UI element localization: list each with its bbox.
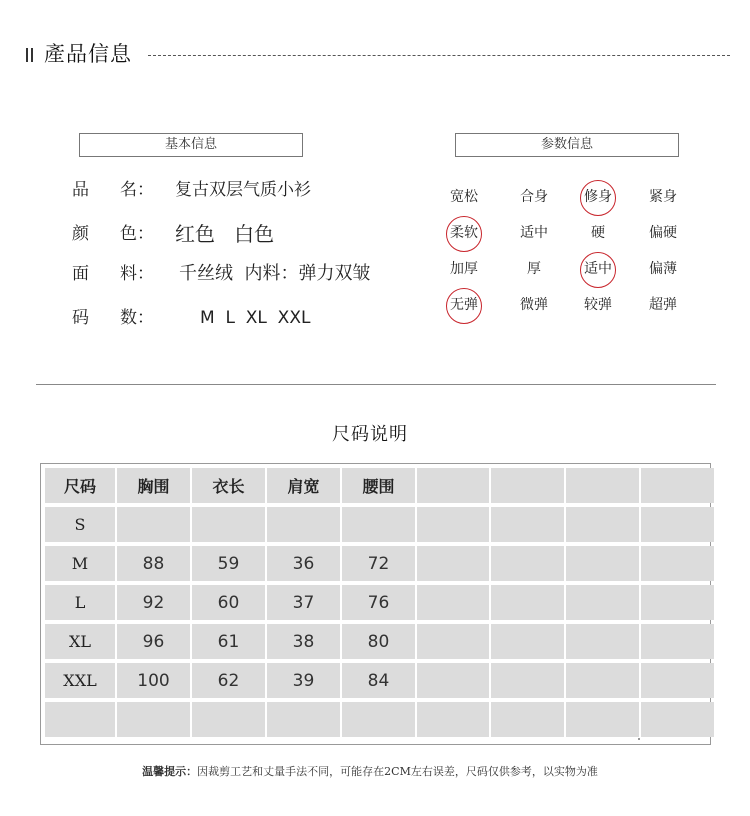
table-header-cell [641, 468, 714, 503]
size-chart-title: 尺码说明 [332, 424, 408, 445]
info-value: 千丝绒 内料：弹力双皱 [179, 263, 371, 284]
table-cell [417, 585, 489, 620]
basic-info-title: 基本信息 [79, 133, 303, 157]
table-cell [417, 507, 489, 542]
table-cell: 84 [342, 663, 415, 698]
table-cell: 92 [117, 585, 190, 620]
table-header-cell: 胸围 [117, 468, 190, 503]
table-cell: 60 [192, 585, 265, 620]
table-cell: 88 [117, 546, 190, 581]
table-cell: 72 [342, 546, 415, 581]
table-cell [342, 702, 415, 737]
info-key-1: 颜 [72, 224, 89, 244]
info-value: 红色 白色 [175, 222, 275, 246]
param-option: 适中 [578, 251, 618, 287]
param-option: 适中 [520, 225, 548, 241]
table-cell [342, 507, 415, 542]
info-key-1: 码 [72, 308, 89, 328]
table-cell: 38 [267, 624, 340, 659]
table-cell: XL [45, 624, 115, 659]
table-cell [491, 702, 564, 737]
param-option: 修身 [578, 179, 618, 215]
table-cell: S [45, 507, 115, 542]
table-cell [117, 507, 190, 542]
table-cell [491, 507, 564, 542]
table-cell: 100 [117, 663, 190, 698]
param-grid [440, 180, 700, 320]
param-option: 紧身 [649, 189, 677, 205]
table-cell [45, 702, 115, 737]
table-header-cell: 腰围 [342, 468, 415, 503]
info-key-1: 品 [72, 180, 89, 200]
table-cell [641, 624, 714, 659]
table-header-cell [566, 468, 639, 503]
table-cell [192, 702, 265, 737]
table-cell [417, 546, 489, 581]
table-cell [641, 585, 714, 620]
info-key-2: 名： [120, 180, 154, 200]
param-option: 较弹 [584, 297, 612, 313]
table-cell: 62 [192, 663, 265, 698]
table-cell [566, 702, 639, 737]
footnote [0, 763, 740, 779]
table-cell [491, 585, 564, 620]
table-cell [566, 546, 639, 581]
footnote-text: 因裁剪工艺和丈量手法不同，可能存在2CM左右误差，尺码仅供参考，以实物为准 [197, 765, 598, 778]
table-cell: 61 [192, 624, 265, 659]
section-divider [36, 384, 716, 385]
header-bar-icon [26, 48, 36, 62]
table-cell: 76 [342, 585, 415, 620]
param-option: 合身 [520, 189, 548, 205]
footnote-label: 温馨提示： [142, 765, 198, 778]
param-option: 无弹 [444, 287, 484, 323]
table-cell [566, 507, 639, 542]
table-cell [641, 702, 714, 737]
header-dashed-divider [148, 55, 730, 56]
param-option: 偏薄 [649, 261, 677, 277]
corner-dot [638, 738, 640, 740]
param-option: 硬 [591, 225, 605, 241]
table-header-cell: 肩宽 [267, 468, 340, 503]
table-header-cell [417, 468, 489, 503]
table-cell [491, 546, 564, 581]
table-cell [417, 702, 489, 737]
table-cell [641, 507, 714, 542]
table-header-cell: 衣长 [192, 468, 265, 503]
table-cell [566, 624, 639, 659]
table-cell [417, 663, 489, 698]
size-table [40, 463, 711, 745]
table-cell [641, 663, 714, 698]
param-option: 加厚 [450, 261, 478, 277]
param-option: 微弹 [520, 297, 548, 313]
table-cell: 96 [117, 624, 190, 659]
table-cell [267, 702, 340, 737]
info-key-1: 面 [72, 264, 89, 284]
table-cell: XXL [45, 663, 115, 698]
param-option: 厚 [527, 261, 541, 277]
table-cell [491, 624, 564, 659]
table-cell: 37 [267, 585, 340, 620]
info-key-2: 色： [120, 224, 154, 244]
param-option: 偏硬 [649, 225, 677, 241]
param-option: 柔软 [444, 215, 484, 251]
param-option: 超弹 [649, 297, 677, 313]
table-cell: L [45, 585, 115, 620]
table-cell [566, 663, 639, 698]
info-key-2: 料： [120, 264, 154, 284]
table-cell: 80 [342, 624, 415, 659]
table-cell [117, 702, 190, 737]
table-header-cell: 尺码 [45, 468, 115, 503]
info-value: 复古双层气质小衫 [175, 180, 311, 200]
table-cell [566, 585, 639, 620]
info-key-2: 数： [120, 308, 154, 328]
table-cell: 39 [267, 663, 340, 698]
table-cell [267, 507, 340, 542]
table-cell [417, 624, 489, 659]
info-value: M L XL XXL [200, 308, 311, 328]
section-title: 產品信息 [44, 42, 132, 66]
table-cell [491, 663, 564, 698]
table-cell: 36 [267, 546, 340, 581]
table-cell: 59 [192, 546, 265, 581]
table-cell [641, 546, 714, 581]
param-info-title: 参数信息 [455, 133, 679, 157]
section-header [26, 40, 730, 70]
param-option: 宽松 [450, 189, 478, 205]
table-header-cell [491, 468, 564, 503]
table-cell: M [45, 546, 115, 581]
table-cell [192, 507, 265, 542]
